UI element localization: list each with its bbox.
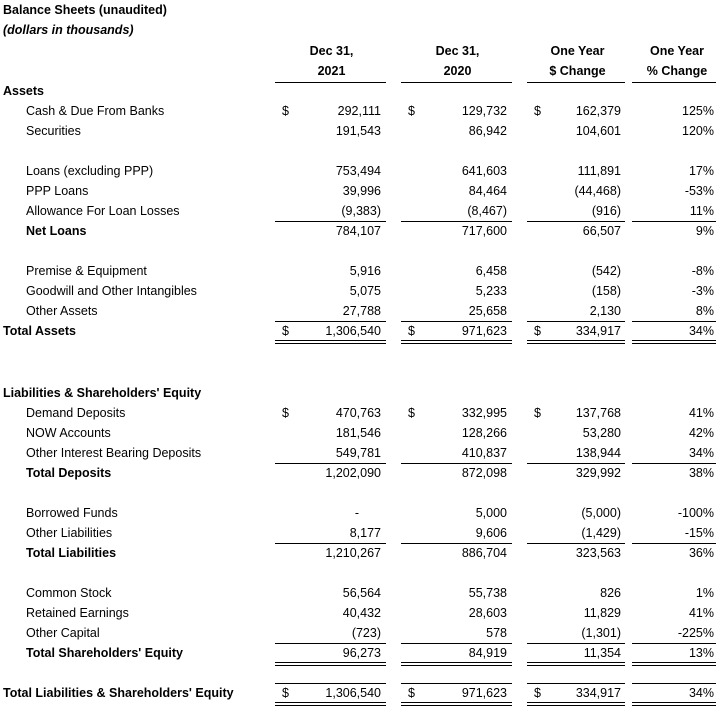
- currency-symbol: $: [408, 324, 415, 338]
- cell-v4: 8%: [695, 304, 714, 318]
- cell-v2: (8,467): [467, 204, 507, 218]
- cell-v2: 5,233: [475, 284, 507, 298]
- table-row: [0, 321, 719, 341]
- row-label: Other Interest Bearing Deposits: [26, 446, 202, 460]
- row-label: Allowance For Loan Losses: [26, 204, 180, 218]
- header-2020-line1: Dec 31,: [435, 44, 480, 58]
- statement-title: Balance Sheets (unaudited): [3, 3, 167, 17]
- cell-v3: (542): [591, 264, 621, 278]
- cell-v1: 56,564: [342, 586, 381, 600]
- cell-v3: 137,768: [575, 406, 621, 420]
- cell-v4: 120%: [682, 124, 714, 138]
- header-percent-change-line2: % Change: [646, 64, 708, 78]
- cell-v2: 872,098: [461, 466, 507, 480]
- currency-symbol: $: [408, 104, 415, 118]
- row-label: Goodwill and Other Intangibles: [26, 284, 197, 298]
- currency-symbol: $: [282, 406, 289, 420]
- row-label: Premise & Equipment: [26, 264, 147, 278]
- cell-v1: 191,543: [335, 124, 381, 138]
- table-row: [0, 261, 719, 281]
- cell-v2: 84,919: [468, 646, 507, 660]
- header-dollar-change-line2: $ Change: [549, 64, 606, 78]
- currency-symbol: $: [282, 686, 289, 700]
- cell-v3: 53,280: [582, 426, 621, 440]
- cell-v1: 549,781: [335, 446, 381, 460]
- table-row: [0, 121, 719, 141]
- header-percent-change-line1: One Year: [650, 44, 704, 58]
- row-label: Total Deposits: [26, 466, 112, 480]
- row-label: NOW Accounts: [26, 426, 111, 440]
- currency-symbol: $: [408, 686, 415, 700]
- currency-symbol: $: [534, 104, 541, 118]
- cell-v4: 38%: [688, 466, 714, 480]
- cell-v2: 332,995: [461, 406, 507, 420]
- cell-v1: 8,177: [349, 526, 381, 540]
- cell-v1: 292,111: [337, 104, 381, 118]
- cell-v3: (158): [591, 284, 621, 298]
- table-row: [0, 161, 719, 181]
- cell-v1: 181,546: [335, 426, 381, 440]
- cell-v1: 1,210,267: [325, 546, 381, 560]
- row-label: PPP Loans: [26, 184, 89, 198]
- cell-v4: 34%: [688, 686, 714, 700]
- cell-v2: 9,606: [475, 526, 507, 540]
- total-top-rule: [401, 321, 512, 322]
- currency-symbol: $: [282, 104, 289, 118]
- cell-v2: 5,000: [475, 506, 507, 520]
- row-label: Total Liabilities & Shareholders' Equity: [3, 686, 234, 700]
- cell-v1: 40,432: [342, 606, 381, 620]
- section-liabilities: [0, 383, 719, 403]
- cell-v4: 42%: [688, 426, 714, 440]
- statement-subtitle: (dollars in thousands): [3, 23, 134, 37]
- cell-v3: (1,301): [581, 626, 621, 640]
- cell-v3: 334,917: [575, 324, 621, 338]
- header-percent-change: [632, 41, 719, 81]
- cell-v1: 27,788: [342, 304, 381, 318]
- cell-v1: 39,996: [342, 184, 381, 198]
- table-row: [0, 603, 719, 623]
- header-2021-line1: Dec 31,: [309, 44, 354, 58]
- cell-v2: 886,704: [461, 546, 507, 560]
- cell-v3: 826: [600, 586, 621, 600]
- row-label: Net Loans: [26, 224, 87, 238]
- cell-v2: 971,623: [461, 324, 507, 338]
- total-double-underline: [632, 702, 716, 706]
- cell-v3: (916): [591, 204, 621, 218]
- table-row: [0, 683, 719, 703]
- row-label: Other Liabilities: [26, 526, 113, 540]
- cell-v4: 13%: [688, 646, 714, 660]
- header-dollar-change-line1: One Year: [550, 44, 605, 58]
- cell-v2: 6,458: [475, 264, 507, 278]
- cell-v1: 784,107: [335, 224, 381, 238]
- cell-v4: 9%: [695, 224, 714, 238]
- cell-v4: -8%: [691, 264, 714, 278]
- row-label: Loans (excluding PPP): [26, 164, 154, 178]
- row-label: Total Assets: [3, 324, 76, 338]
- total-top-rule: [632, 321, 716, 322]
- total-double-underline: [401, 702, 512, 706]
- currency-symbol: $: [282, 324, 289, 338]
- cell-v1: 1,306,540: [325, 324, 381, 338]
- table-row: [0, 403, 719, 423]
- currency-symbol: $: [534, 406, 541, 420]
- total-double-underline: [275, 702, 386, 706]
- cell-v4: 41%: [688, 606, 714, 620]
- total-double-underline: [527, 340, 625, 344]
- table-row: [0, 443, 719, 463]
- table-row: [0, 523, 719, 543]
- cell-v4: -3%: [691, 284, 714, 298]
- table-row: [0, 543, 719, 563]
- table-row: [0, 301, 719, 321]
- cell-v4: 34%: [688, 446, 714, 460]
- cell-v3: 111,891: [577, 164, 621, 178]
- table-row: [0, 181, 719, 201]
- cell-v2: 86,942: [468, 124, 507, 138]
- cell-v4: -53%: [684, 184, 714, 198]
- cell-v3: 2,130: [589, 304, 621, 318]
- cell-v2: 25,658: [468, 304, 507, 318]
- cell-v3: 334,917: [575, 686, 621, 700]
- table-row: [0, 463, 719, 483]
- header-dollar-change: [534, 41, 621, 81]
- total-double-underline: [275, 340, 386, 344]
- header-2021-line2: 2021: [317, 64, 346, 78]
- cell-v1: 5,075: [349, 284, 381, 298]
- header-2021: [282, 41, 381, 81]
- cell-v2: 971,623: [461, 686, 507, 700]
- cell-v3: 162,379: [575, 104, 621, 118]
- row-label: Cash & Due From Banks: [26, 104, 165, 118]
- cell-v2: 129,732: [461, 104, 507, 118]
- total-double-underline: [632, 662, 716, 666]
- row-label: Common Stock: [26, 586, 112, 600]
- cell-v1: (9,383): [341, 204, 381, 218]
- cell-v1: 1,202,090: [325, 466, 381, 480]
- cell-v3: 11,829: [583, 606, 621, 620]
- cell-v4: -15%: [684, 526, 714, 540]
- cell-v1: 1,306,540: [325, 686, 381, 700]
- currency-symbol: $: [408, 406, 415, 420]
- row-label: Borrowed Funds: [26, 506, 118, 520]
- header-2020-line2: 2020: [443, 64, 472, 78]
- total-top-rule: [401, 683, 512, 684]
- row-label: Retained Earnings: [26, 606, 129, 620]
- cell-v3: 66,507: [582, 224, 621, 238]
- cell-v2: 84,464: [468, 184, 507, 198]
- total-top-rule: [527, 643, 625, 644]
- row-label: Securities: [26, 124, 81, 138]
- cell-v2: 410,837: [461, 446, 507, 460]
- table-row: [0, 583, 719, 603]
- total-double-underline: [401, 662, 512, 666]
- table-row: [0, 423, 719, 443]
- table-row: [0, 503, 719, 523]
- cell-v4: 17%: [688, 164, 714, 178]
- cell-v4: 11%: [689, 204, 714, 218]
- total-top-rule: [632, 643, 716, 644]
- total-top-rule: [401, 643, 512, 644]
- cell-v2: 55,738: [468, 586, 507, 600]
- cell-v3: 104,601: [575, 124, 621, 138]
- section-liabilities-label: Liabilities & Shareholders' Equity: [3, 386, 202, 400]
- cell-v3: (1,429): [581, 526, 621, 540]
- cell-v4: -100%: [677, 506, 714, 520]
- cell-v2: 717,600: [461, 224, 507, 238]
- table-row: [0, 623, 719, 643]
- table-row: [0, 221, 719, 241]
- cell-v3: 138,944: [575, 446, 621, 460]
- row-label: Total Shareholders' Equity: [26, 646, 183, 660]
- cell-v1: 5,916: [349, 264, 381, 278]
- cell-v4: 36%: [688, 546, 714, 560]
- cell-v3: (44,468): [574, 184, 621, 198]
- header-2020: [408, 41, 507, 81]
- cell-v4: -225%: [677, 626, 714, 640]
- row-label: Demand Deposits: [26, 406, 126, 420]
- cell-v4: 34%: [688, 324, 714, 338]
- cell-v3: 323,563: [575, 546, 621, 560]
- cell-v2: 28,603: [468, 606, 507, 620]
- cell-v2: 641,603: [461, 164, 507, 178]
- currency-symbol: $: [534, 686, 541, 700]
- cell-v2: 578: [486, 626, 507, 640]
- cell-v1: (723): [351, 626, 381, 640]
- cell-v4: 1%: [695, 586, 714, 600]
- cell-v3: 11,354: [583, 646, 621, 660]
- table-row: [0, 281, 719, 301]
- total-top-rule: [632, 683, 716, 684]
- cell-v4: 41%: [688, 406, 714, 420]
- cell-v1: 753,494: [335, 164, 381, 178]
- total-double-underline: [401, 340, 512, 344]
- section-assets-label: Assets: [3, 84, 44, 98]
- row-label: Other Capital: [26, 626, 100, 640]
- total-double-underline: [527, 662, 625, 666]
- total-double-underline: [632, 340, 716, 344]
- row-label: Total Liabilities: [26, 546, 117, 560]
- row-label: Other Assets: [26, 304, 98, 318]
- section-assets: [0, 81, 719, 101]
- cell-v1: -: [354, 506, 359, 520]
- total-top-rule: [275, 643, 386, 644]
- cell-v1: 96,273: [342, 646, 381, 660]
- total-top-rule: [527, 321, 625, 322]
- table-row: [0, 101, 719, 121]
- table-row: [0, 201, 719, 221]
- cell-v4: 125%: [682, 104, 714, 118]
- total-double-underline: [275, 662, 386, 666]
- table-row: [0, 643, 719, 663]
- total-top-rule: [275, 683, 386, 684]
- cell-v3: (5,000): [581, 506, 621, 520]
- cell-v2: 128,266: [461, 426, 507, 440]
- cell-v3: 329,992: [575, 466, 621, 480]
- currency-symbol: $: [534, 324, 541, 338]
- total-double-underline: [527, 702, 625, 706]
- total-top-rule: [527, 683, 625, 684]
- total-top-rule: [275, 321, 386, 322]
- cell-v1: 470,763: [335, 406, 381, 420]
